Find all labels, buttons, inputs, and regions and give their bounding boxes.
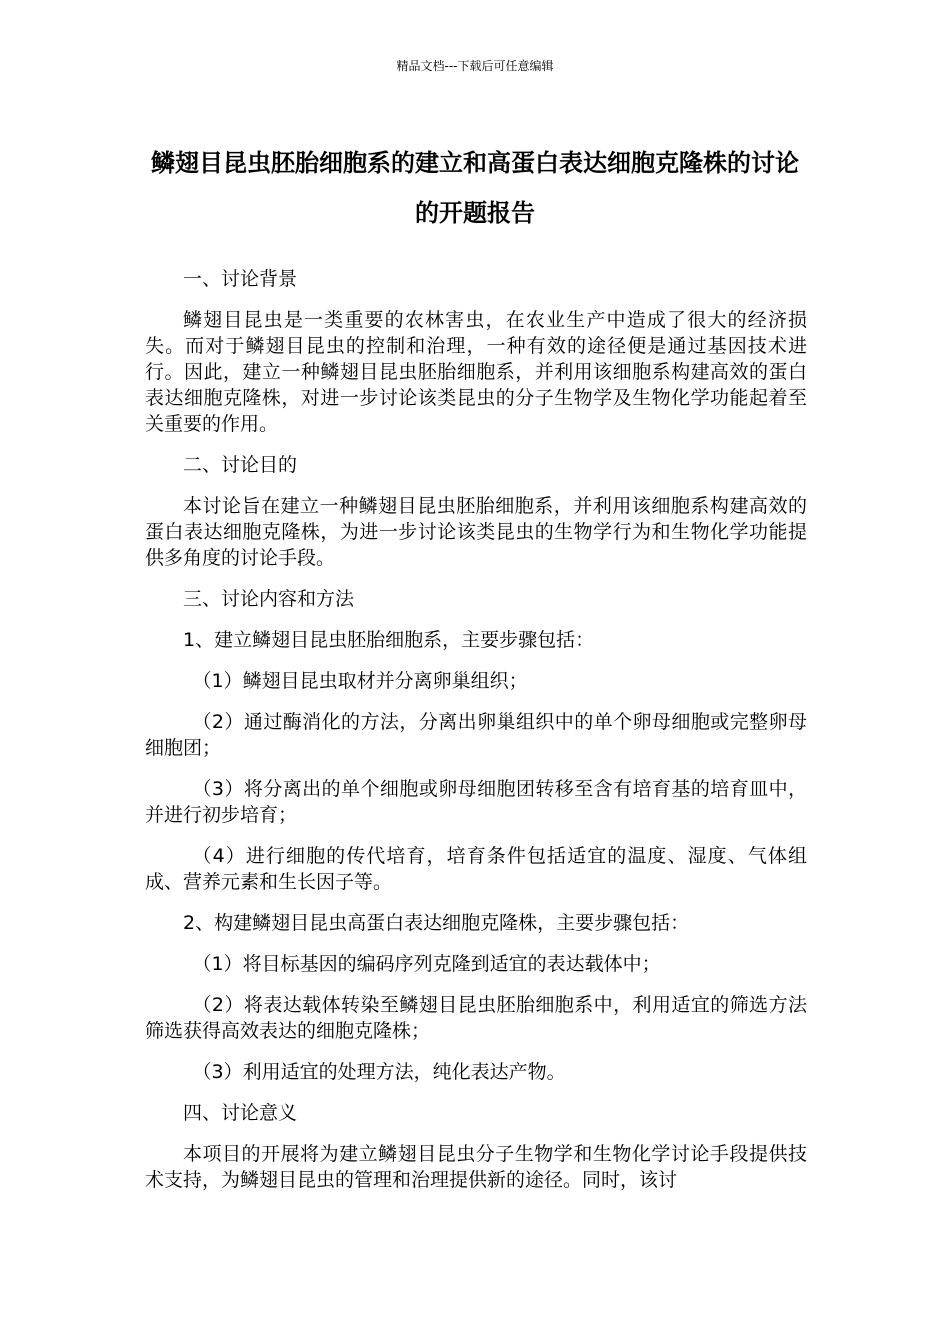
- subsection-title: 2、构建鳞翅目昆虫高蛋白表达细胞克隆株，主要步骤包括：: [183, 912, 690, 934]
- page-header: 精品文档---下载后可任意编辑: [396, 59, 554, 73]
- list-item: （3）利用适宜的处理方法，纯化表达产物。: [192, 1061, 566, 1083]
- section-paragraph: 本项目的开展将为建立鳞翅目昆虫分子生物学和生物化学讨论手段提供技术支持，为鳞翅目昆虫的管理和治理提供新的途径。同时，该讨: [145, 1143, 807, 1191]
- section-heading: 四、讨论意义: [183, 1102, 298, 1124]
- list-item: （2）将表达载体转染至鳞翅目昆虫胚胎细胞系中，利用适宜的筛选方法筛选获得高效表达的细胞克隆株；: [145, 994, 807, 1042]
- subsection-title: 1、建立鳞翅目昆虫胚胎细胞系，主要步骤包括：: [183, 629, 595, 651]
- section-heading: 二、讨论目的: [183, 454, 298, 476]
- section-paragraph: 本讨论旨在建立一种鳞翅目昆虫胚胎细胞系，并利用该细胞系构建高效的蛋白表达细胞克隆株，为进一步讨论该类昆虫的生物学行为和生物化学功能提供多角度的讨论手段。: [145, 495, 807, 569]
- document-title: 鳞翅目昆虫胚胎细胞系的建立和高蛋白表达细胞克隆株的讨论的开题报告: [151, 149, 799, 227]
- list-item: （4）进行细胞的传代培育，培育条件包括适宜的温度、湿度、气体组成、营养元素和生长因子等。: [145, 845, 807, 893]
- list-item: （2）通过酶消化的方法，分离出卵巢组织中的单个卵母细胞或完整卵母细胞团；: [145, 711, 807, 759]
- list-item: （3）将分离出的单个细胞或卵母细胞团转移至含有培育基的培育皿中，并进行初步培育；: [145, 778, 807, 826]
- document-body: [145, 266, 807, 1193]
- section-heading: 三、讨论内容和方法: [183, 588, 355, 610]
- list-item: （1）将目标基因的编码序列克隆到适宜的表达载体中；: [192, 953, 661, 975]
- section-heading: 一、讨论背景: [183, 268, 298, 290]
- section-paragraph: 鳞翅目昆虫是一类重要的农林害虫，在农业生产中造成了很大的经济损失。而对于鳞翅目昆虫的控制和治理，一种有效的途径便是通过基因技术进行。因此，建立一种鳞翅目昆虫胚胎细胞系，并利用该细胞系构建高效的蛋白表达细胞克隆株，对进一步讨论该类昆虫的分子生物学及生物化学功能起着至关重要的作用。: [145, 309, 807, 435]
- list-item: （1）鳞翅目昆虫取材并分离卵巢组织；: [192, 670, 528, 692]
